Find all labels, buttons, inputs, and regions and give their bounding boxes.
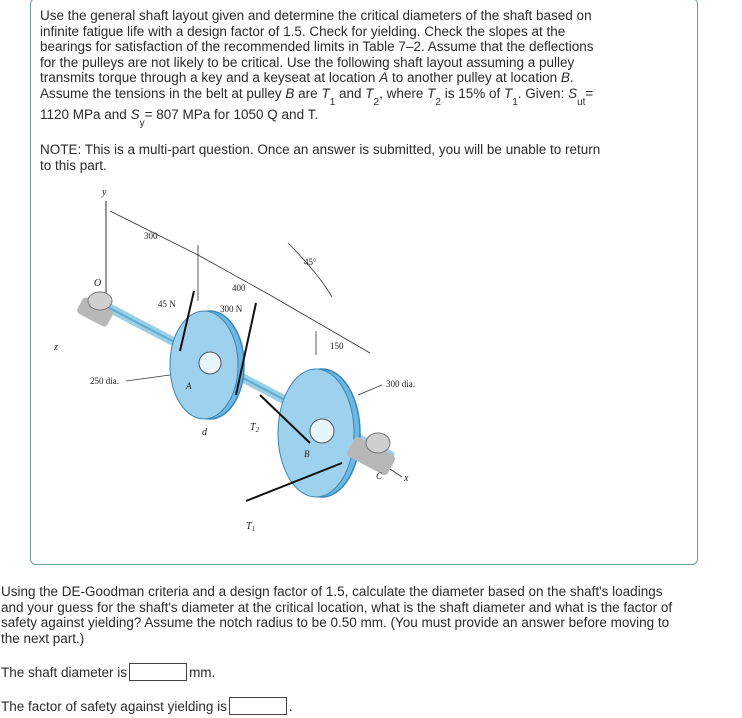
shaft-layout-figure <box>54 183 420 543</box>
fos-end: . <box>288 698 293 714</box>
problem-statement: Use the general shaft layout given and determine the critical diameters of the shaft based on infinite fatigue life with a design factor of 1.5. Check for yielding. Check the slopes at the bearings for satisfaction of the recommended limits in Table 7–2. Assume that the deflections for the pulleys are not likely to be critical. Use the following shaft layout assuming a pulley transmits torque through a key and a keyseat at location A to another pulley at location B. Assume the tensions in the belt at pulley B are $T_1$ and $T_2$, where $T_2$ is 15% of $T_1$. Given: $S_{ut}=$ 1120 MPa and $S_y= 807$ MPa for 1050 Q and T. <box>40 8 594 129</box>
part-question: Using the DE-Goodman criteria and a design factor of 1.5, calculate the diameter based on the shaft's loadings and your guess for the shaft's diameter at the critical location, what is the shaft diameter and what is the factor of safety against yielding? Assume the notch radius to be 0.50 mm. (You must provide an answer before moving to the next part.) <box>1 584 673 646</box>
pulley-b-label: B <box>304 449 310 459</box>
angle-label: 45° <box>304 257 317 267</box>
label-d: d <box>202 427 207 438</box>
dimension-150: 150 <box>330 341 344 351</box>
force-45n: 45 N <box>158 299 176 309</box>
fos-answer-row <box>1 697 293 715</box>
safety-factor-input[interactable] <box>229 697 287 715</box>
pulley-a-diameter: 250 dia. <box>90 376 119 386</box>
pulley-b-diameter: 300 dia. <box>386 379 415 389</box>
shaft-diameter-input[interactable] <box>129 663 187 681</box>
fos-label: The factor of safety against yielding is <box>1 698 227 714</box>
force-300n: 300 N <box>220 304 243 314</box>
bearing-c-label: C <box>376 471 383 481</box>
tension-t2: $T_2$ <box>250 422 260 434</box>
y-axis-label: y <box>102 187 107 198</box>
tension-t1: $T_1$ <box>246 521 256 533</box>
x-axis-label: x <box>404 473 409 484</box>
diameter-answer-row <box>1 663 215 681</box>
pulley-a-label: A <box>186 381 192 391</box>
z-axis-label: z <box>54 342 58 353</box>
multi-part-note: NOTE: This is a multi-part question. Once an answer is submitted, you will be unable to return to this part. <box>40 142 601 173</box>
origin-label: O <box>94 278 102 289</box>
dimension-400: 400 <box>232 283 246 293</box>
diameter-unit: mm. <box>189 664 216 680</box>
diameter-label: The shaft diameter is <box>1 664 128 680</box>
dimension-300: 300 <box>144 231 158 241</box>
